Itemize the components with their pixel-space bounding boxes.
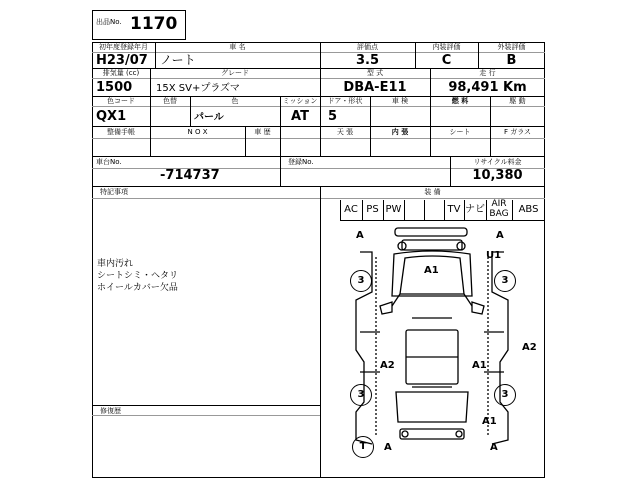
color-category-label: 色替 [163,97,177,105]
mission-value: AT [291,109,309,124]
chassis-label: 車台No. [96,158,122,166]
notes-line-3: ホイールカバー欠品 [97,283,178,293]
car-name-label: 車 名 [229,43,246,51]
damage-right-rear-wheel: 3 [494,384,516,406]
manual-label: 整備手帳 [107,128,135,136]
model-label: 型 式 [366,69,384,77]
doors-label: ドア・形状 [327,97,363,105]
fuel-label: 燃 料 [451,97,469,105]
damage-right-front-wheel: 3 [494,270,516,292]
damage-left-rear-wheel: 3 [350,384,372,406]
repair-label: 修復歴 [100,407,121,415]
seat-label: シート [449,128,471,136]
damage-left-door: A2 [380,360,395,371]
equipment-row [340,200,545,220]
chassis-value: -714737 [160,168,220,183]
f-glass-label: F ガラス [503,128,532,136]
interior-tension-label: 内 張 [391,128,409,136]
roof-label: 天 張 [336,128,354,136]
damage-spare-tire: T [352,436,374,458]
notes-line-2: シートシミ・ヘタリ [97,271,179,281]
equip-ac: AC [344,204,358,215]
damage-rear-a-right: A [490,442,498,453]
exterior-label: 外装評価 [497,43,526,51]
registration-value: H23/07 [96,53,148,68]
interior-label: 内装評価 [432,43,461,51]
recycle-value: 10,380 [472,168,523,183]
lot-number-value: 1170 [130,14,178,34]
color-category-value: パール [194,112,224,123]
nox-label: N O X [187,128,208,136]
recycle-label: リサイクル料金 [473,158,522,166]
equip-tv: TV [447,204,461,215]
inspection-label: 車 検 [391,97,409,105]
color-code-label: 色コード [107,97,135,105]
equip-abs: ABS [518,204,539,215]
mileage-label: 走 行 [479,69,496,77]
damage-front-left: A [356,230,364,241]
reg-no-label: 登録No. [288,158,314,166]
grade-value: 15X SV+プラズマ [156,83,240,94]
equip-ps: PS [366,204,379,215]
equip-pw: PW [385,204,402,215]
history-label: 車 歴 [254,128,271,136]
grade-label: グレード [221,69,249,77]
registration-label: 初年度登録年月 [99,43,148,51]
score-value: 3.5 [355,53,380,68]
damage-front-right: A [496,230,504,241]
notes-label: 特記事項 [100,188,128,196]
model-value: DBA-E11 [343,80,407,95]
damage-roof: A1 [424,265,439,276]
exterior-value: B [506,53,517,68]
color-code-value: QX1 [96,109,127,124]
equip-navi: ナビ [465,204,485,215]
damage-left-front-wheel: 3 [350,270,372,292]
damage-rear-upper: A1 [482,416,497,427]
score-label: 評価点 [357,43,378,51]
equipment-label: 装 備 [424,188,441,196]
displacement-value: 1500 [96,80,133,95]
damage-u1: U1 [486,250,502,261]
displacement-label: 排気量 (cc) [102,69,140,77]
color-label: 色 [231,97,239,105]
car-damage-diagram [320,222,545,472]
damage-right-door: A1 [472,360,487,371]
mileage-value: 98,491 Km [448,80,527,95]
equip-airbag: AIR BAG [489,199,509,219]
car-name-value: ノート [160,53,196,67]
notes-line-1: 車内汚れ [97,259,134,269]
lot-number-label: 出品No. [96,18,122,26]
damage-rear-a-left: A [384,442,392,453]
interior-value: C [441,53,452,68]
damage-right-side: A2 [522,342,537,353]
doors-value: 5 [328,109,338,124]
drive-label: 駆 動 [509,97,526,105]
mission-label: ミッション [282,97,318,105]
